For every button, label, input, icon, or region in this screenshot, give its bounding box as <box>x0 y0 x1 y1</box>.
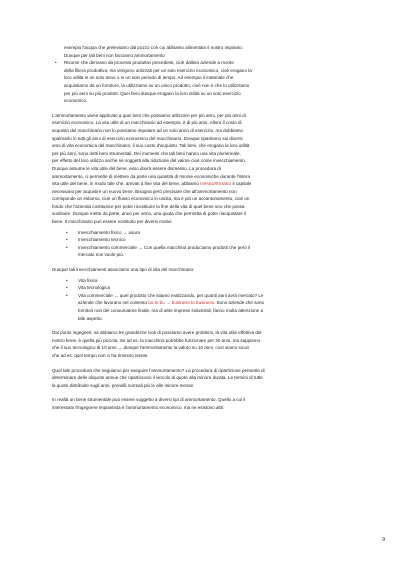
bullet-marker: • <box>66 292 68 298</box>
text-line: sostituire. Dunque mette da parte, anno per anno, una quota che permetta di poter riacquistare il <box>52 211 247 217</box>
list-invecchiamento <box>52 229 383 259</box>
bullet-marker: • <box>66 244 68 250</box>
bullet-marker: • <box>55 60 57 66</box>
list-item-text: aziende che lavorano nel contesto <box>78 300 149 306</box>
text-line: la quote distribuite sugli anni, prendili normali più le alle minore messe. <box>52 382 195 388</box>
text-line: per effetto del loro utilizzo anche ne soggetti alla riduzione del valore cioè come invecchiamento. <box>52 158 247 164</box>
list-item-text: fornitori non del consumatore finale, ma di altre imprese industriali, fanno molta attenzione a <box>78 308 264 313</box>
list-item-text: . Sono aziende che sono <box>214 300 265 306</box>
text-line: corrisponde un esborso, cioè un flusso economico in uscita, ma è più un accantonamento, cioè un <box>52 196 250 202</box>
list-vita <box>52 277 383 323</box>
text-line: Dunque assume le vita utile del bene, esso dovrà essere dismesso. La procedura di <box>52 165 221 171</box>
highlighted-text: bu to bu → business to business <box>148 300 214 306</box>
list-item-text: Invecchiamento commerciale → Con quella macchina produciamo prodotti che però il <box>78 244 251 250</box>
list-item <box>52 236 383 244</box>
list-item <box>52 284 383 292</box>
text-line: esercizio economico. La vita utile di un macchinario ad esempio, è di più anni. Allora il costo di <box>52 120 242 126</box>
bullet-marker: • <box>66 237 68 243</box>
list-item-text: Invecchiamento fisico → usura <box>78 229 140 235</box>
text-line: per più anni su più prodotti. Quei beni dunque erogano la loro utilità su un solo esercizio <box>64 90 241 96</box>
bullet-marker: • <box>66 285 68 291</box>
text-line: loro utilità in un solo anno o in un solo periodo di tempo. Ad esempio il materiale che <box>64 75 234 81</box>
text-fragment: vita utile del bene, in modo tale che, arrivati a fine vita del bene, abbiamo <box>52 181 201 187</box>
text-line: economico. <box>64 98 88 104</box>
text-line: nostro bene, è quella più piccola. Se ad es. la macchina potrebbe funzionare per 30 anni, ma sappiamo <box>52 337 261 343</box>
list-item <box>52 277 383 285</box>
list-item <box>52 292 383 300</box>
text-line: determinare delle aliquote annue che ripartiscono il vincolo di quote alla minore durata. Le termini di tutte <box>52 375 263 381</box>
paragraph-tipi-ammortamento <box>52 396 383 411</box>
text-line: Dunque per tali beni non facciamo ammortamento <box>64 52 165 58</box>
list-item-continuation <box>52 299 383 307</box>
page-number: 9 <box>382 537 385 544</box>
list-item-text: mercato non vuole più. <box>78 252 125 258</box>
text-line: L'ammortamento viene applicato a quei beni che possiamo utilizzare per più anni, per più anni di <box>52 112 246 118</box>
text-line: necessario per acquisire un nuovo bene. Bisogna però precisare che all'ammortamento non <box>52 188 237 194</box>
list-item-continuation <box>52 251 383 259</box>
list-item-text: Vita commerciale → quel prodotto che stiamo realizzando, per quanti anni avrà mercato? Le <box>78 292 264 298</box>
text-line: Dal punto ingegneri, se abbiamo tre grandezze cioè di possiamo avere problemi, la vita utile effettiva del <box>52 330 262 336</box>
text-line: In realtà un bene strumentale può essere soggetto a diversi tipi di ammortamento. Quello a cui il <box>52 397 246 403</box>
text-line: Quel tale procedura che seguiamo per eseguire l'ammortamento? La procedura di ripartizione permette di <box>52 367 265 373</box>
list-item-text: Vita tecnologica <box>78 285 111 291</box>
bullet-marker: • <box>66 229 68 235</box>
bullet-marker: • <box>66 277 68 283</box>
top-continuation <box>52 44 383 59</box>
list-item <box>52 229 383 237</box>
list-item <box>52 244 383 252</box>
list-item-text: Vita fisica <box>78 277 98 283</box>
paragraph-procedura <box>52 367 383 390</box>
text-line: acquisto del macchinario non lo possiamo imputare ad un solo anno di esercizio, ma dobbiamo <box>52 127 244 133</box>
highlighted-text: messo/ritrovato <box>200 181 232 187</box>
text-line: della filiera produttiva, ma vengono utilizzati per un solo esercizio economico, cioè erogano la <box>64 67 252 73</box>
text-line: Risorse che derivano da processi produttivi precedenti, cioè dalle/a aziende a monte <box>64 60 234 66</box>
list-item-text: Invecchiamento tecnico <box>78 237 126 243</box>
text-line: che il suo tecnologico di 10 anni → dunque l'ammortamento la valuto su 10 anni, così siamo sicuri <box>52 345 249 351</box>
text-line: interessato l'ingegnere impiantista è l'ammortamento economico, ma ne esistono altri: <box>52 404 225 410</box>
text-line <box>52 180 383 188</box>
text-line: che ad es. quel tempo non ci ha rimesso niente. <box>52 352 149 358</box>
bullet-item-risorse <box>52 59 383 105</box>
list-item-continuation <box>52 307 383 315</box>
text-line: ammortamento, ci permette di mettere da parte una quantità di risorse economiche durante l'intera <box>52 173 251 179</box>
text-line: fondo che l'azienda costituisce per poter ricostituire la fine della vita di quel bene uno che possa <box>52 203 245 209</box>
list-item-continuation <box>52 315 383 323</box>
text-line: esempio l'acqua che preleviamo dal pozzo con cui abbiamo alimentato il nostro impianto. <box>64 45 244 50</box>
text-fragment: il capitale <box>231 181 252 187</box>
text-line: anni di vita economica del macchinario, il suo costo d'acquisto. Tali beni, che erogano la loro utilità <box>52 143 250 149</box>
list-item-text: tale aspetto. <box>78 315 103 321</box>
text-line: bene. Il macchinario può essere sostituito per diversi motivi: <box>52 219 173 225</box>
paragraph-vita-effettiva <box>52 329 383 359</box>
text-line: Dunque tali invecchiamenti associamo una tipo di vita del macchinario: <box>52 267 195 273</box>
text-line: spalmarlo in tutti gli anni di esercizio economico del macchinario. Dunque ripartiamo sui diversi <box>52 135 243 141</box>
text-line: acquistiamo da un fornitore, la utilizziamo su un unico prodotto, cioè non è che lo utilizziamo <box>64 82 250 88</box>
paragraph-ammortamento <box>52 112 383 226</box>
text-line: per più anni, sono detti beni strumentali. Dei momenti che tali beni hanno una vita pluriennale, <box>52 150 241 156</box>
